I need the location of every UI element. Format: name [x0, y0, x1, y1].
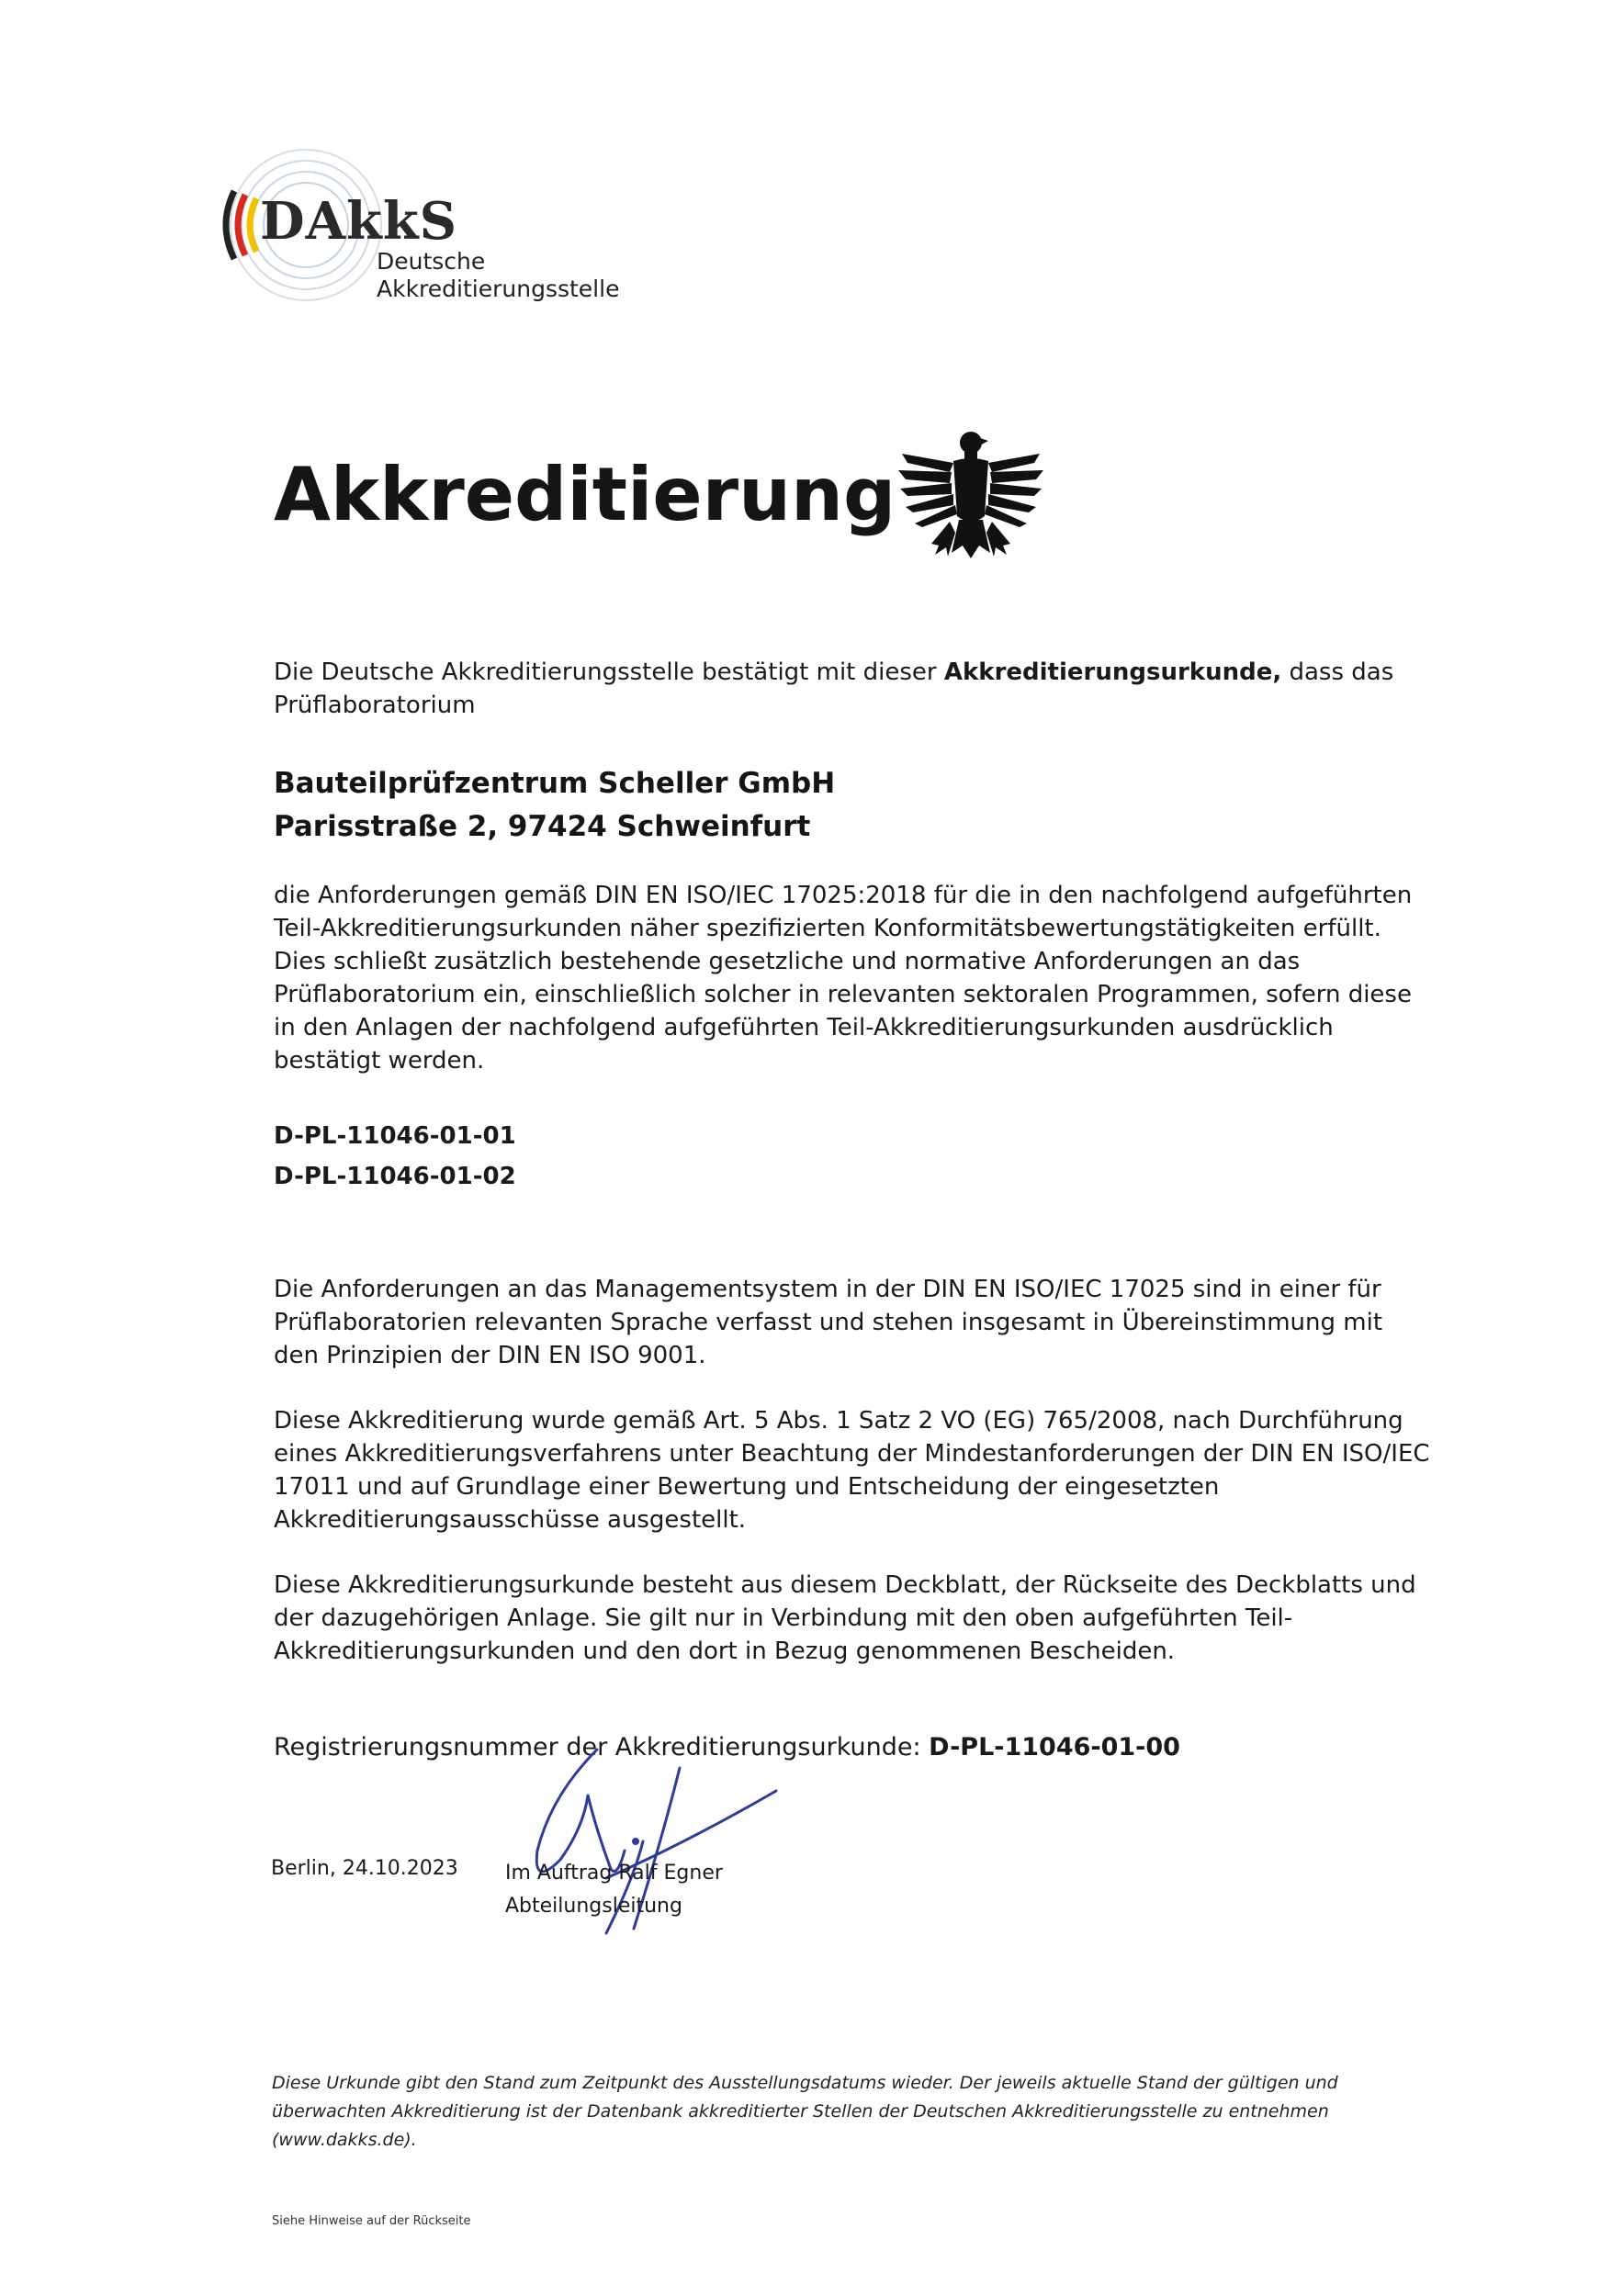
signer-role: Abteilungsleitung: [505, 1895, 682, 1918]
place-date: Berlin, 24.10.2023: [271, 1857, 458, 1880]
footnote: Diese Urkunde gibt den Stand zum Zeitpunkt des Ausstellungsdatums wieder. Der jeweils aktuelle Stand der gültigen und überwachten Akkreditierung ist der Datenbank akkreditierter Stellen der Deutschen Akkreditierungsstelle zu entnehmen (www.dakks.de).: [272, 2073, 1338, 2150]
logo-subtitle: [377, 248, 619, 303]
organization-address: Parisstraße 2, 97424 Schweinfurt: [274, 810, 811, 843]
organization-name: Bauteilprüfzentrum Scheller GmbH: [274, 767, 836, 800]
partial-certificate-id: D-PL-11046-01-02: [274, 1163, 516, 1190]
signer-name: Im Auftrag Ralf Egner: [505, 1862, 723, 1885]
management-paragraph: Die Anforderungen an das Managementsystem in der DIN EN ISO/IEC 17025 sind in einer für Prüflaboratorien relevanten Sprache verfasst und stehen insgesamt in Übereinstimmung mit den Prinzipien der DIN EN ISO 9001.: [274, 1276, 1383, 1369]
partial-certificate-list: [274, 1116, 516, 1197]
logo-subtitle-line2: Akkreditierungsstelle: [377, 276, 620, 302]
registration-label: Registrierungsnummer der Akkreditierungsurkunde:: [274, 1733, 930, 1761]
requirements-paragraph: die Anforderungen gemäß DIN EN ISO/IEC 17025:2018 für die in den nachfolgend aufgeführten Teil-Akkreditierungsurkunden näher spezifizierten Konformitätsbewertungstätigkeiten erfüllt. Dies schließt zusätzlich bestehende gesetzliche und normative Anforderungen an das Prüflaboratorium ein, einschließlich solcher in relevanten sektoralen Programmen, sofern diese in den Anlagen der nachfolgend aufgeführten Teil-Akkreditierungsurkunden ausdrücklich bestätigt werden.: [274, 882, 1413, 1075]
registration-number: D-PL-11046-01-00: [929, 1733, 1180, 1761]
intro-paragraph: [274, 656, 1413, 722]
composition-paragraph: Diese Akkreditierungsurkunde besteht aus diesem Deckblatt, der Rückseite des Deckblatts und der dazugehörigen Anlage. Sie gilt nur in Verbindung mit den oben aufgeführten Teil-Akkreditierungsurkunden und den dort in Bezug genommenen Bescheiden.: [274, 1571, 1416, 1665]
signer-block: [505, 1857, 723, 1923]
intro-bold-term: Akkreditierungsurkunde,: [943, 658, 1282, 686]
reverse-side-hint: Siehe Hinweise auf der Rückseite: [272, 2214, 471, 2228]
intro-text-before: Die Deutsche Akkreditierungsstelle bestätigt mit dieser: [274, 658, 944, 686]
page-title: Akkreditierung: [274, 452, 896, 537]
intro-text-after: dass das Prüflaboratorium: [274, 658, 1394, 719]
federal-eagle-icon: [893, 424, 1049, 571]
organization-block: [274, 762, 835, 849]
legal-basis-paragraph: Diese Akkreditierung wurde gemäß Art. 5 Abs. 1 Satz 2 VO (EG) 765/2008, nach Durchführung eines Akkreditierungsverfahrens unter Beachtung der Mindestanforderungen der DIN EN ISO/IEC 17011 und auf Grundlage einer Bewertung und Entscheidung der eingesetzten Akkreditierungsausschüsse ausgestellt.: [274, 1407, 1430, 1534]
logo-wordmark: DAkkS: [260, 191, 458, 252]
logo-subtitle-line1: Deutsche: [377, 248, 486, 275]
partial-certificate-id: D-PL-11046-01-01: [274, 1122, 516, 1150]
